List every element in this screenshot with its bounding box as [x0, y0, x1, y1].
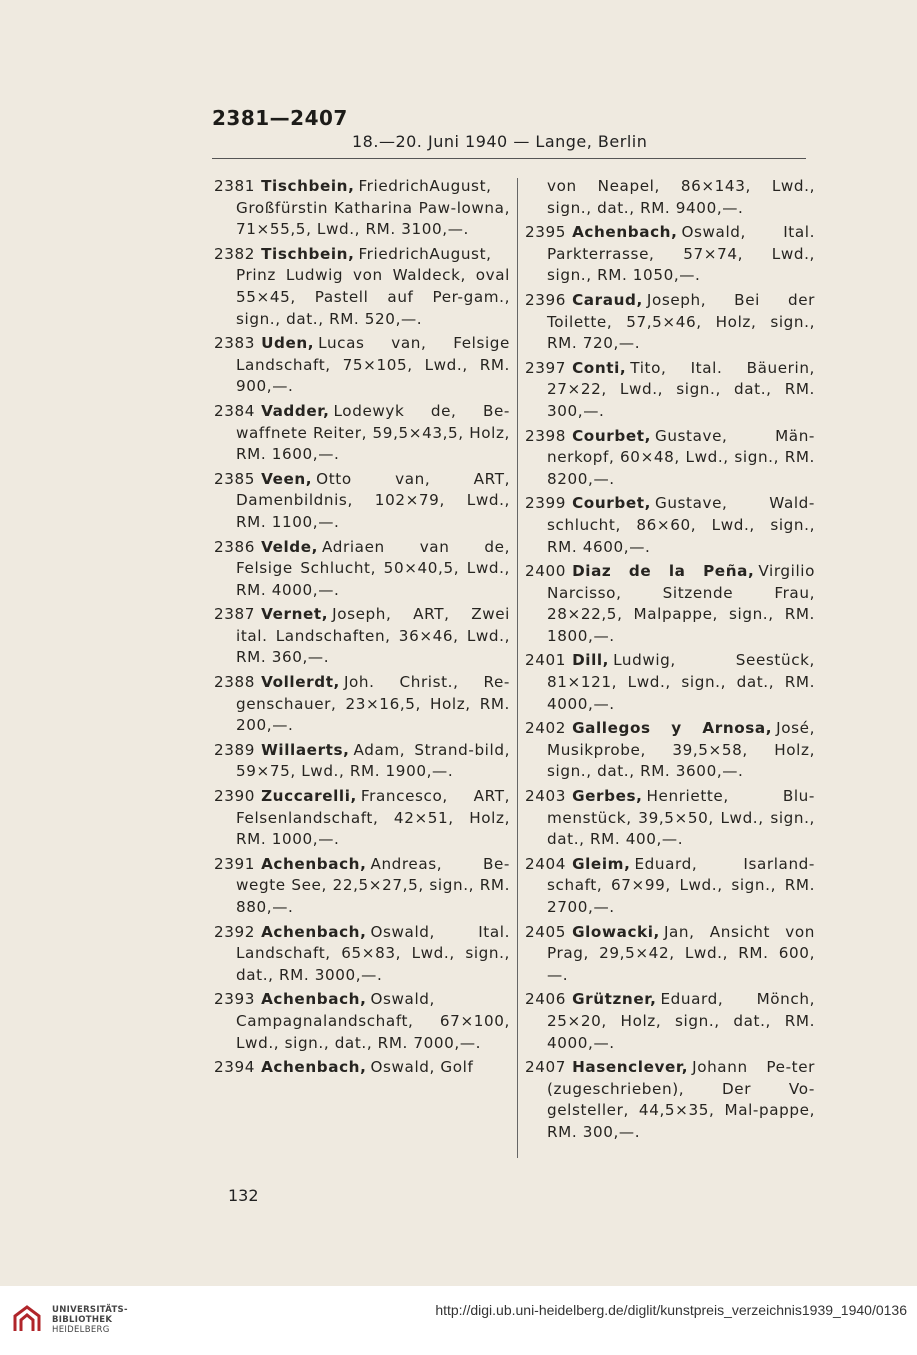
- catalog-entry: [525, 176, 815, 219]
- entry-description: José, Musikprobe, 39,5×58, Holz, sign., dat., RM. 3600,—.: [547, 719, 815, 781]
- entry-description: Virgilio Narcisso, Sitzende Frau, 28×22,5, Malpappe, sign., RM. 1800,—.: [547, 562, 815, 645]
- lot-number: 2391: [214, 854, 256, 873]
- catalog-entry: [214, 401, 510, 466]
- auction-subtitle: 18.—20. Juni 1940 — Lange, Berlin: [352, 132, 648, 151]
- lot-number: 2394: [214, 1058, 256, 1077]
- catalog-entry: [214, 333, 510, 398]
- lot-number: 2406: [525, 990, 567, 1009]
- lot-number: 2401: [525, 651, 567, 670]
- catalog-entry: [214, 786, 510, 851]
- header-rule: [212, 158, 806, 159]
- artist-name: Grützner,: [572, 990, 657, 1009]
- lot-number: 2382: [214, 244, 256, 263]
- entry-description: Jan, Ansicht von Prag, 29,5×42, Lwd., RM. 600,—.: [547, 922, 815, 984]
- catalog-entry: [525, 1057, 815, 1143]
- lot-number: 2398: [525, 426, 567, 445]
- lot-number: 2405: [525, 922, 567, 941]
- entry-description: FriedrichAugust, Prinz Ludwig von Waldeck, oval 55×45, Pastell auf Per-gam., sign., dat., RM. 520,—.: [236, 244, 510, 328]
- page-number: 132: [228, 1186, 259, 1205]
- artist-name: Vernet,: [261, 605, 329, 624]
- artist-name: Achenbach,: [261, 854, 367, 873]
- catalog-entry: [214, 989, 510, 1054]
- lot-number: 2404: [525, 854, 567, 873]
- artist-name: Diaz de la Peña,: [572, 562, 755, 581]
- artist-name: Hasenclever,: [572, 1058, 689, 1077]
- entry-description: Henriette, Blu-menstück, 39,5×50, Lwd., sign., dat., RM. 400,—.: [547, 787, 815, 849]
- catalog-entry: [525, 222, 815, 287]
- catalog-entry: [525, 358, 815, 423]
- catalog-entry: [525, 650, 815, 715]
- entry-description: Joseph, Bei der Toilette, 57,5×46, Holz, sign., RM. 720,—.: [547, 290, 815, 353]
- lot-number: 2403: [525, 787, 567, 806]
- entry-description: Adam, Strand-bild, 59×75, Lwd., RM. 1900,—.: [236, 740, 510, 781]
- catalog-entry: [214, 176, 510, 241]
- artist-name: Uden,: [261, 334, 315, 353]
- catalog-entry: [214, 604, 510, 669]
- lot-number: 2384: [214, 401, 256, 420]
- catalog-entry: [214, 922, 510, 987]
- artist-name: Vollerdt,: [261, 673, 340, 692]
- artist-name: Gerbes,: [572, 787, 643, 806]
- artist-name: Achenbach,: [572, 223, 678, 242]
- catalog-entry: [214, 1057, 510, 1079]
- entry-description: Johann Pe-ter (zugeschrieben), Der Vo-gelsteller, 44,5×35, Mal-pappe, RM. 300,—.: [547, 1058, 815, 1141]
- entry-description: Ludwig, Seestück, 81×121, Lwd., sign., dat., RM. 4000,—.: [547, 651, 815, 713]
- entry-description: Joseph, ART, Zwei ital. Landschaften, 36×46, Lwd., RM. 360,—.: [236, 605, 510, 667]
- artist-name: Caraud,: [572, 290, 643, 309]
- catalog-entry: [525, 922, 815, 987]
- entry-description: Gustave, Män-nerkopf, 60×48, Lwd., sign., RM. 8200,—.: [547, 426, 815, 488]
- artist-name: Vadder,: [261, 401, 330, 420]
- entry-description: Eduard, Mönch, 25×20, Holz, sign., dat., RM. 4000,—.: [547, 990, 815, 1052]
- artist-name: Courbet,: [572, 426, 651, 445]
- left-column: [214, 176, 510, 1082]
- lot-number: 2389: [214, 740, 256, 759]
- artist-name: Willaerts,: [261, 740, 350, 759]
- right-column: [525, 176, 815, 1147]
- entry-description: Tito, Ital. Bäuerin, 27×22, Lwd., sign., dat., RM. 300,—.: [547, 358, 815, 420]
- entry-description: von Neapel, 86×143, Lwd., sign., dat., RM. 9400,—.: [547, 177, 815, 217]
- lot-number: 2396: [525, 290, 567, 309]
- artist-name: Gleim,: [572, 854, 631, 873]
- entry-description: Oswald, Golf: [370, 1058, 474, 1077]
- entry-description: Oswald, Ital. Landschaft, 65×83, Lwd., sign., dat., RM. 3000,—.: [236, 922, 510, 984]
- catalog-entry: [214, 672, 510, 737]
- footer-bar: [0, 1286, 917, 1355]
- artist-name: Glowacki,: [572, 922, 660, 941]
- lot-number: 2393: [214, 990, 256, 1009]
- lot-number: 2402: [525, 719, 567, 738]
- entry-description: Adriaen van de, Felsige Schlucht, 50×40,5, Lwd., RM. 4000,—.: [236, 537, 510, 599]
- lot-number: 2392: [214, 922, 256, 941]
- catalog-entry: [214, 740, 510, 783]
- artist-name: Veen,: [261, 469, 313, 488]
- artist-name: Dill,: [572, 651, 610, 670]
- entry-description: Oswald, Ital. Parkterrasse, 57×74, Lwd., sign., RM. 1050,—.: [547, 223, 815, 285]
- entry-description: Lucas van, Felsige Landschaft, 75×105, Lwd., RM. 900,—.: [236, 334, 510, 396]
- lot-range-heading: 2381—2407: [212, 106, 348, 130]
- lot-number: 2400: [525, 562, 567, 581]
- catalog-entry: [525, 561, 815, 647]
- lot-number: 2395: [525, 223, 567, 242]
- artist-name: Zuccarelli,: [261, 787, 357, 806]
- lot-number: 2381: [214, 177, 256, 195]
- lot-number: 2386: [214, 537, 256, 556]
- artist-name: Tischbein,: [261, 177, 355, 195]
- permalink-url[interactable]: http://digi.ub.uni-heidelberg.de/diglit/kunstpreis_verzeichnis1939_1940/0136: [435, 1302, 907, 1318]
- artist-name: Achenbach,: [261, 990, 367, 1009]
- lot-number: 2397: [525, 358, 567, 377]
- entry-description: FriedrichAugust, Großfürstin Katharina Paw-lowna, 71×55,5, Lwd., RM. 3100,—.: [236, 177, 510, 239]
- lot-number: 2385: [214, 469, 256, 488]
- entry-description: Eduard, Isarland-schaft, 67×99, Lwd., sign., RM. 2700,—.: [547, 854, 815, 916]
- artist-name: Gallegos y Arnosa,: [572, 719, 773, 738]
- catalog-entry: [525, 426, 815, 491]
- artist-name: Velde,: [261, 537, 319, 556]
- catalog-entry: [525, 854, 815, 919]
- entry-description: Oswald, Campagnalandschaft, 67×100, Lwd., sign., dat., RM. 7000,—.: [236, 990, 510, 1052]
- logo-line-2: BIBLIOTHEK: [52, 1315, 113, 1325]
- entry-description: Gustave, Wald-schlucht, 86×60, Lwd., sign., RM. 4600,—.: [547, 494, 815, 556]
- artist-name: Achenbach,: [261, 922, 367, 941]
- entry-description: Otto van, ART, Damenbildnis, 102×79, Lwd., RM. 1100,—.: [236, 469, 510, 531]
- catalog-entry: [214, 854, 510, 919]
- lot-number: 2387: [214, 605, 256, 624]
- entry-description: Joh. Christ., Re-genschauer, 23×16,5, Holz, RM. 200,—.: [236, 673, 510, 735]
- entry-description: Andreas, Be-wegte See, 22,5×27,5, sign., RM. 880,—.: [236, 854, 510, 916]
- artist-name: Conti,: [572, 358, 627, 377]
- catalog-entry: [525, 786, 815, 851]
- lot-number: 2388: [214, 673, 256, 692]
- catalog-entry: [525, 989, 815, 1054]
- catalog-entry: [525, 493, 815, 558]
- catalog-entry: [214, 244, 510, 330]
- catalog-entry: [525, 718, 815, 783]
- library-logo-text: [52, 1305, 128, 1335]
- catalog-entry: [525, 290, 815, 355]
- logo-line-1: UNIVERSITÄTS-: [52, 1305, 128, 1315]
- entry-description: Lodewyk de, Be-waffnete Reiter, 59,5×43,5, Holz, RM. 1600,—.: [236, 401, 510, 464]
- lot-number: 2399: [525, 494, 567, 513]
- artist-name: Courbet,: [572, 494, 651, 513]
- catalog-entry: [214, 537, 510, 602]
- column-divider: [517, 178, 518, 1158]
- lot-number: 2383: [214, 334, 256, 353]
- entry-description: Francesco, ART, Felsenlandschaft, 42×51, Holz, RM. 1000,—.: [236, 787, 510, 849]
- catalog-entry: [214, 469, 510, 534]
- artist-name: Tischbein,: [261, 244, 355, 263]
- lot-number: 2407: [525, 1058, 567, 1077]
- logo-line-3: HEIDELBERG: [52, 1325, 110, 1335]
- artist-name: Achenbach,: [261, 1058, 367, 1077]
- library-logo-icon: [12, 1304, 42, 1334]
- lot-number: 2390: [214, 787, 256, 806]
